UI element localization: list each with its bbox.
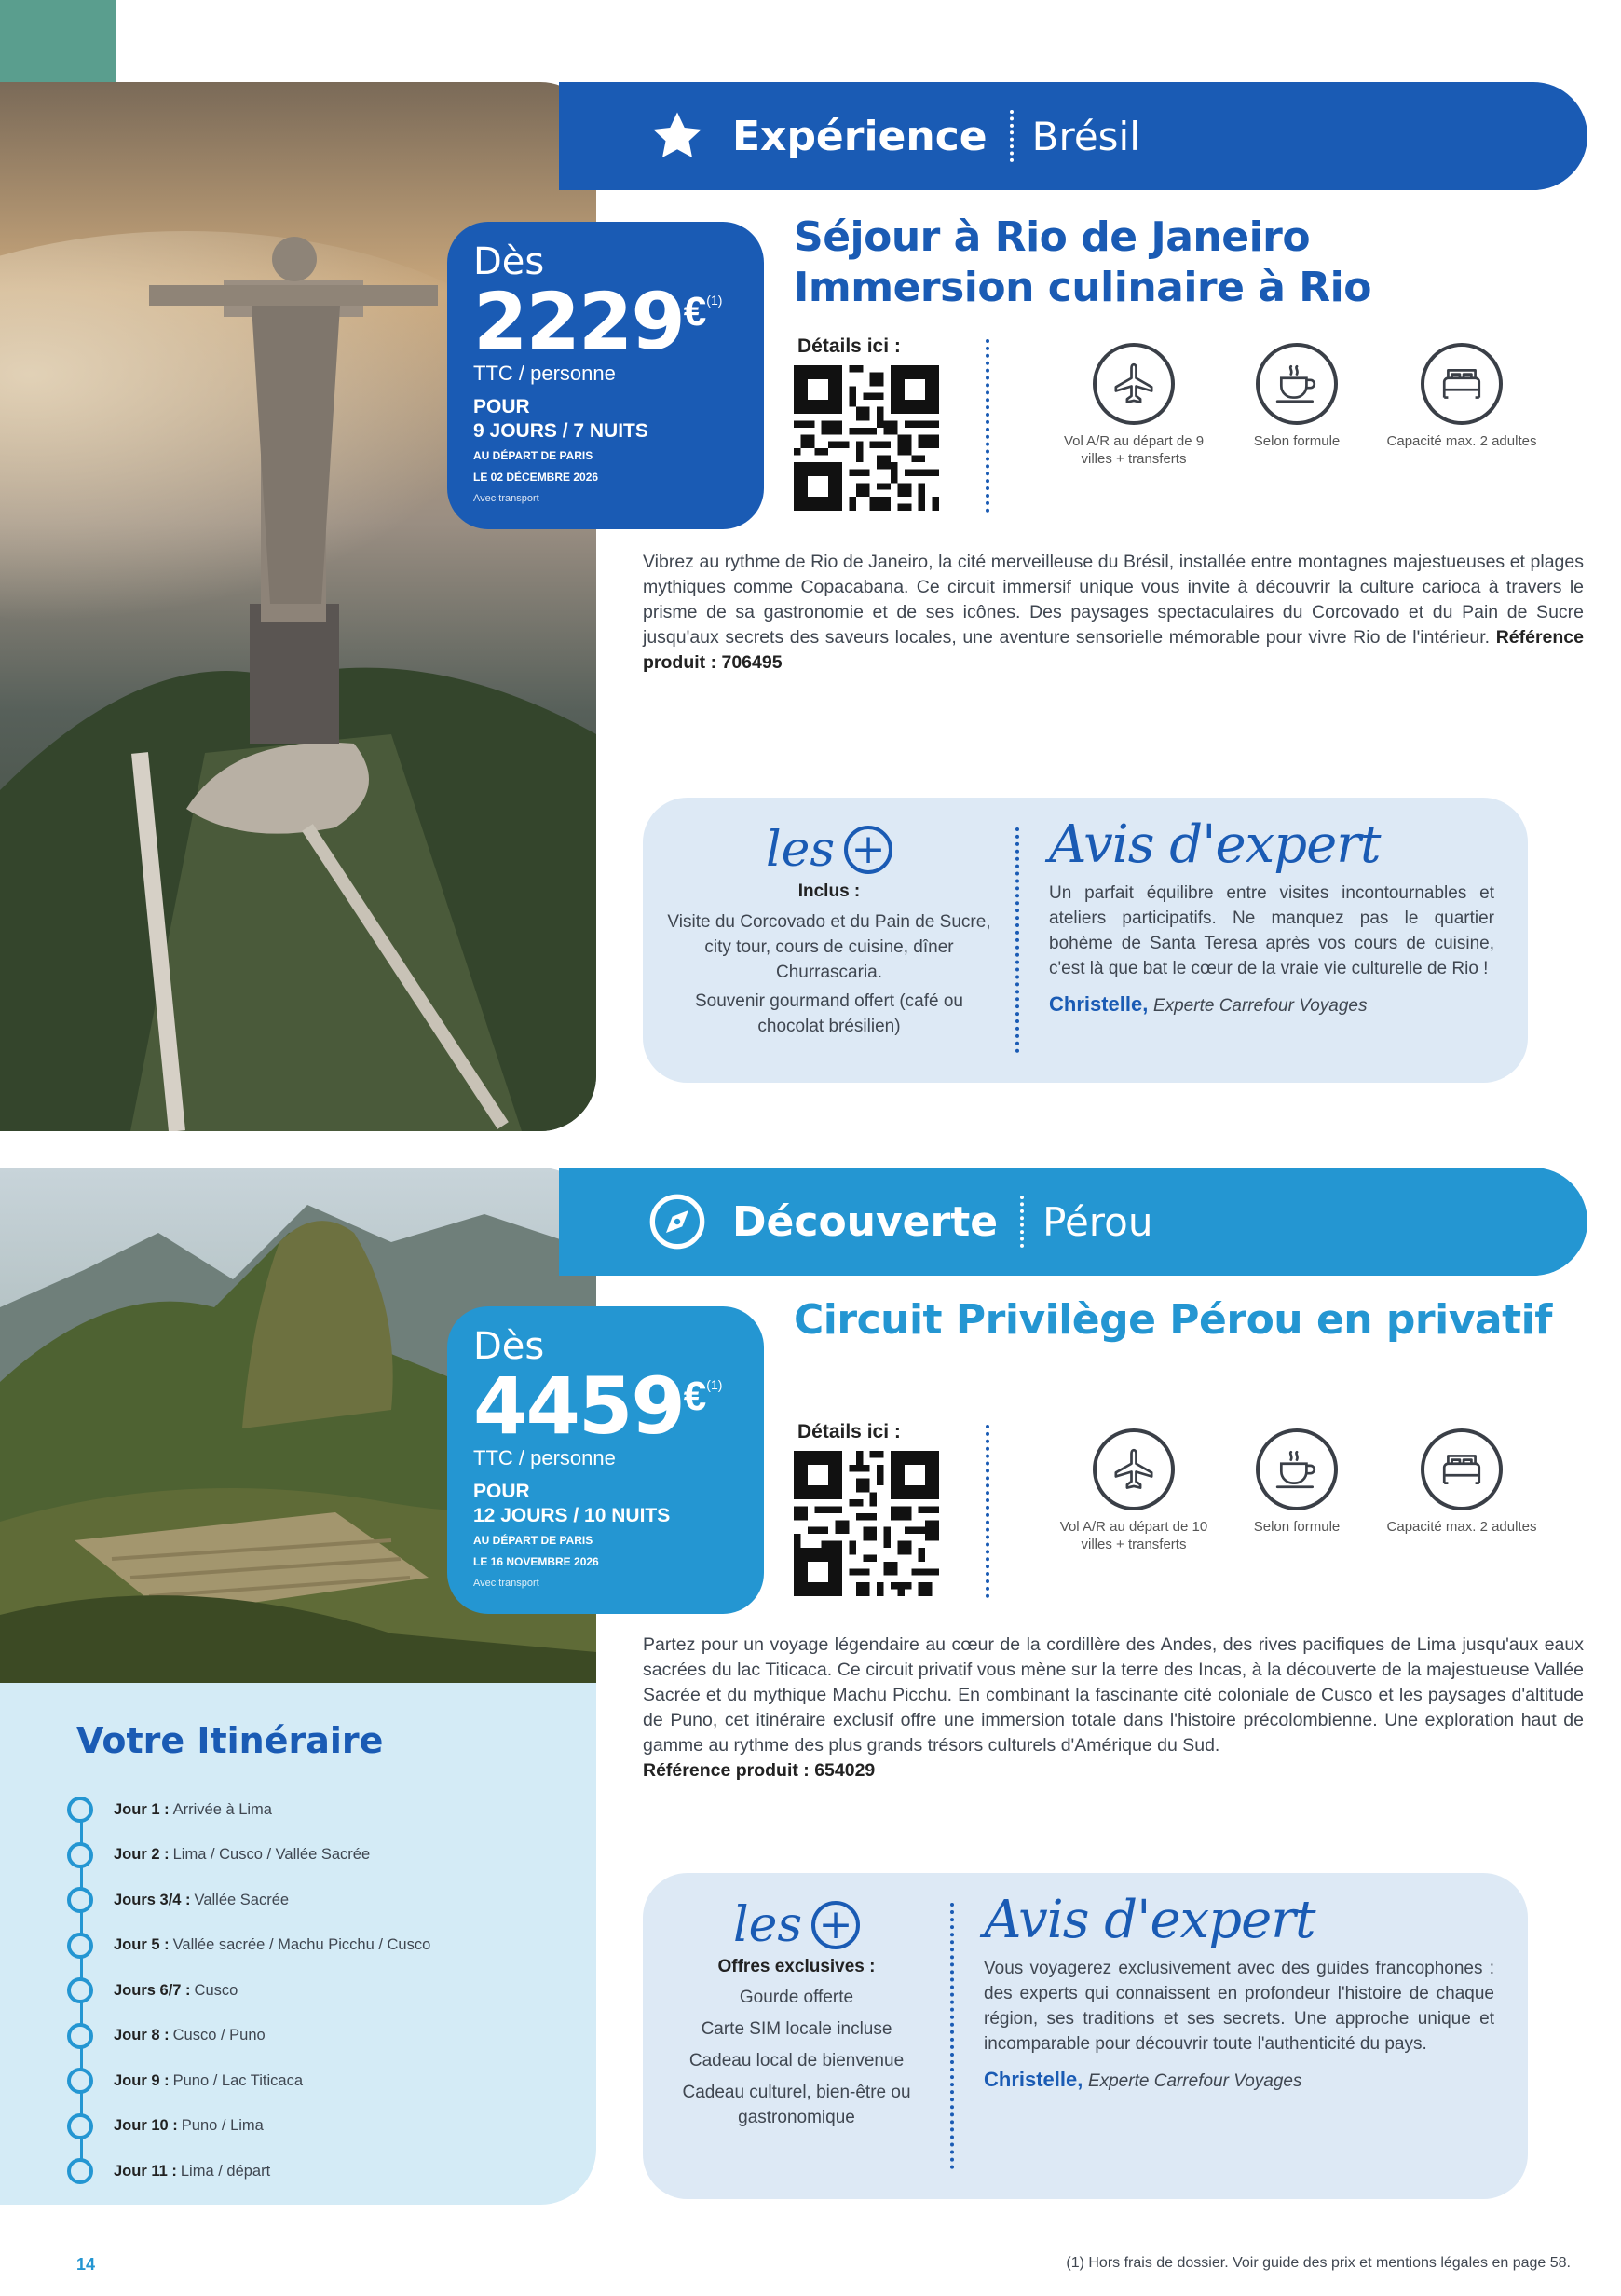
price-departure: AU DÉPART DE PARIS bbox=[473, 449, 593, 462]
details-label: Détails ici : bbox=[797, 1421, 901, 1442]
feature-text: Capacité max. 2 adultes bbox=[1386, 433, 1537, 449]
itinerary-text: Puno / Lima bbox=[181, 2117, 264, 2135]
timeline-dot bbox=[67, 2113, 93, 2139]
itinerary-day: Jour 2 : bbox=[114, 1846, 170, 1864]
product-reference: Référence produit : 654029 bbox=[643, 1760, 876, 1781]
offer1-header-band bbox=[559, 82, 1587, 190]
itinerary-text: Cusco bbox=[194, 1981, 238, 1999]
included-item: Gourde offerte bbox=[739, 1988, 854, 2007]
itinerary-text: Lima / départ bbox=[180, 2162, 271, 2180]
feature-text: Selon formule bbox=[1253, 433, 1341, 449]
price-date: LE 16 NOVEMBRE 2026 bbox=[473, 1555, 599, 1568]
expert-role: Experte Carrefour Voyages bbox=[1152, 996, 1368, 1016]
bed-icon bbox=[1421, 343, 1503, 425]
header-separator bbox=[1020, 1196, 1024, 1248]
price-transport: Avec transport bbox=[473, 493, 539, 504]
timeline-dot bbox=[67, 2158, 93, 2184]
qr-code[interactable] bbox=[794, 1451, 939, 1596]
itinerary-item bbox=[67, 2104, 430, 2150]
offer2-price-box bbox=[447, 1306, 764, 1614]
price-value: 2229 bbox=[473, 276, 684, 367]
footnote: (1) Hors frais de dossier. Voir guide des prix et mentions légales en page 58. bbox=[1066, 2255, 1571, 2271]
plus-circle-icon: + bbox=[844, 826, 892, 874]
expert-heading: Avis d'expert bbox=[984, 1890, 1315, 1950]
box-divider bbox=[950, 1903, 954, 2169]
feature-text: Vol A/R au départ de 10 villes + transferts bbox=[1059, 1519, 1208, 1552]
price-currency: € bbox=[683, 289, 707, 335]
offer2-highlights-box bbox=[643, 1873, 1528, 2199]
plane-icon bbox=[1093, 1428, 1175, 1510]
timeline-dot bbox=[67, 1977, 93, 2003]
expert-signature bbox=[984, 2068, 1494, 2092]
les-plus-text: les bbox=[765, 822, 836, 878]
itinerary-text: Lima / Cusco / Vallée Sacrée bbox=[172, 1846, 371, 1864]
price-per: TTC / personne bbox=[473, 362, 616, 385]
timeline-dot bbox=[67, 1842, 93, 1868]
itinerary-text: Vallée Sacrée bbox=[194, 1891, 290, 1908]
itinerary-panel bbox=[0, 1683, 596, 2205]
plus-circle-icon: + bbox=[811, 1901, 860, 1949]
bed-icon bbox=[1421, 1428, 1503, 1510]
price-departure: AU DÉPART DE PARIS bbox=[473, 1534, 593, 1547]
les-plus-column bbox=[643, 822, 1015, 1039]
offer1-title-line1: Séjour à Rio de Janeiro bbox=[794, 213, 1311, 261]
expert-heading: Avis d'expert bbox=[1049, 814, 1381, 875]
offer1-destination: Brésil bbox=[1031, 113, 1140, 159]
offer1-title bbox=[794, 212, 1371, 313]
itinerary-day: Jour 5 : bbox=[114, 1936, 170, 1954]
offer1-highlights-box bbox=[643, 798, 1528, 1083]
itinerary-item bbox=[67, 2149, 430, 2194]
price-value: 4459 bbox=[473, 1360, 684, 1452]
timeline-dot bbox=[67, 1887, 93, 1913]
expert-text: Vous voyagerez exclusivement avec des guides francophones : des experts qui connaissent en profondeur l'histoire de chaque région, ses traditions et ses secrets. Une approche unique et incomparable pour découvrir toute l'authenticité du pays. bbox=[984, 1959, 1494, 2054]
feature-meal bbox=[1218, 343, 1376, 450]
header-separator bbox=[1010, 110, 1014, 162]
meal-icon bbox=[1256, 1428, 1338, 1510]
expert-name: Christelle, bbox=[1049, 992, 1149, 1016]
price-footnote-ref: (1) bbox=[706, 1377, 723, 1392]
feature-text: Capacité max. 2 adultes bbox=[1386, 1519, 1537, 1535]
included-item: Carte SIM locale incluse bbox=[701, 2019, 892, 2039]
timeline-dot bbox=[67, 2023, 93, 2049]
price-duration: 9 JOURS / 7 NUITS bbox=[473, 420, 648, 442]
itinerary-text: Puno / Lac Titicaca bbox=[172, 2071, 304, 2089]
price-footnote-ref: (1) bbox=[706, 293, 723, 308]
price-date: LE 02 DÉCEMBRE 2026 bbox=[473, 471, 599, 484]
included-item: Visite du Corcovado et du Pain de Sucre, city tour, cours de cuisine, dîner Churrascaria. bbox=[667, 912, 991, 982]
description-text: Vibrez au rythme de Rio de Janeiro, la cité merveilleuse du Brésil, installée entre montagnes majestueuses et plages mythiques comme Copacabana. Ce circuit immersif unique vous invite à découvrir la culture carioca à travers le prisme de sa gastronomie et de ses icônes. Des paysages spectaculaires du Corcovado et du Pain de Sucre jusqu'aux secrets des saveurs locales, une aventure sensorielle mémorable pour vivre Rio de l'intérieur. bbox=[643, 552, 1584, 648]
included-label: Inclus : bbox=[797, 882, 861, 901]
price-pour: POUR bbox=[473, 1481, 530, 1502]
itinerary-item bbox=[67, 2058, 430, 2104]
price-amount bbox=[473, 276, 738, 367]
itinerary-day: Jour 10 : bbox=[114, 2117, 178, 2135]
expert-signature bbox=[1049, 992, 1494, 1017]
price-prefix: Dès bbox=[473, 240, 545, 283]
feature-text: Vol A/R au départ de 9 villes + transferts bbox=[1063, 433, 1205, 467]
offer1-kind: Expérience bbox=[732, 112, 988, 160]
feature-flight bbox=[1055, 343, 1213, 468]
included-label: Offres exclusives : bbox=[717, 1957, 876, 1976]
offer2-description bbox=[643, 1633, 1584, 1784]
price-transport: Avec transport bbox=[473, 1578, 539, 1589]
price-amount bbox=[473, 1360, 738, 1452]
details-divider bbox=[986, 339, 989, 512]
price-currency: € bbox=[683, 1374, 707, 1419]
timeline-dot bbox=[67, 1797, 93, 1823]
feature-capacity bbox=[1383, 1428, 1541, 1536]
offer2-header-band bbox=[559, 1168, 1587, 1276]
itinerary-text: Arrivée à Lima bbox=[172, 1800, 272, 1818]
itinerary-item bbox=[67, 1968, 430, 2014]
star-icon bbox=[645, 103, 710, 169]
included-item: Cadeau local de bienvenue bbox=[688, 2051, 905, 2070]
timeline-dot bbox=[67, 2068, 93, 2094]
feature-capacity bbox=[1383, 343, 1541, 450]
price-prefix: Dès bbox=[473, 1325, 545, 1368]
offer2-title: Circuit Privilège Pérou en privatif bbox=[794, 1296, 1552, 1344]
offer1-description bbox=[643, 550, 1584, 676]
feature-flight bbox=[1055, 1428, 1213, 1553]
itinerary-day: Jour 11 : bbox=[114, 2162, 177, 2180]
offer2-kind: Découverte bbox=[732, 1197, 999, 1246]
itinerary-title: Votre Itinéraire bbox=[76, 1720, 384, 1761]
itinerary-text: Vallée sacrée / Machu Picchu / Cusco bbox=[172, 1936, 431, 1954]
page-number: 14 bbox=[76, 2255, 96, 2274]
expert-role: Experte Carrefour Voyages bbox=[1087, 2071, 1302, 2091]
offer2-destination: Pérou bbox=[1042, 1198, 1153, 1245]
itinerary-day: Jours 3/4 : bbox=[114, 1891, 191, 1908]
itinerary-day: Jours 6/7 : bbox=[114, 1981, 191, 1999]
included-item: Cadeau culturel, bien-être ou gastronomique bbox=[682, 2083, 911, 2127]
price-pour: POUR bbox=[473, 396, 530, 417]
offer2-details bbox=[794, 1421, 1576, 1598]
details-label: Détails ici : bbox=[797, 335, 901, 357]
itinerary-day: Jour 9 : bbox=[114, 2071, 170, 2089]
itinerary-list bbox=[67, 1787, 430, 2194]
product-reference: Référence produit : 706495 bbox=[643, 627, 1584, 673]
expert-column bbox=[984, 1890, 1494, 2092]
les-plus-heading bbox=[733, 1897, 860, 1953]
itinerary-item bbox=[67, 1787, 430, 1833]
itinerary-item bbox=[67, 1923, 430, 1969]
meal-icon bbox=[1256, 343, 1338, 425]
price-duration: 12 JOURS / 10 NUITS bbox=[473, 1505, 671, 1526]
feature-meal bbox=[1218, 1428, 1376, 1536]
offer1-details bbox=[794, 335, 1576, 512]
itinerary-day: Jour 1 : bbox=[114, 1800, 170, 1818]
les-plus-column bbox=[643, 1897, 950, 2130]
expert-name: Christelle, bbox=[984, 2068, 1083, 2091]
itinerary-text: Cusco / Puno bbox=[172, 2027, 266, 2044]
box-divider bbox=[1015, 827, 1019, 1053]
price-per: TTC / personne bbox=[473, 1446, 616, 1469]
itinerary-item bbox=[67, 2014, 430, 2059]
timeline-dot bbox=[67, 1933, 93, 1959]
expert-text: Un parfait équilibre entre visites incontournables et ateliers participatifs. Ne manquez pas le quartier bohème de Santa Teresa après vos cours de cuisine, c'est là que bat le cœur de la vraie vie culturelle de Rio ! bbox=[1049, 883, 1494, 978]
details-divider bbox=[986, 1425, 989, 1598]
offer1-price-box bbox=[447, 222, 764, 529]
les-plus-text: les bbox=[732, 1897, 803, 1953]
description-text: Partez pour un voyage légendaire au cœur de la cordillère des Andes, des rives pacifiques de Lima jusqu'aux eaux sacrées du lac Titicaca. Ce circuit privatif vous mène sur la terre des Incas, à la découverte de la majestueuse Vallée Sacrée et du mythique Machu Picchu. En combinant la fascinante cité coloniale de Cusco et les paysages d'altitude de Puno, cet itinéraire exclusif offre une immersion totale dans l'histoire précolombienne. Une exploration haut de gamme au rythme des plus grands trésors culturels d'Amérique du Sud. bbox=[643, 1634, 1584, 1756]
plane-icon bbox=[1093, 343, 1175, 425]
feature-text: Selon formule bbox=[1253, 1519, 1341, 1535]
itinerary-item bbox=[67, 1833, 430, 1879]
itinerary-item bbox=[67, 1878, 430, 1923]
les-plus-heading bbox=[766, 822, 892, 878]
compass-icon bbox=[645, 1189, 710, 1254]
expert-column bbox=[1049, 814, 1494, 1017]
itinerary-day: Jour 8 : bbox=[114, 2027, 170, 2044]
qr-code[interactable] bbox=[794, 365, 939, 511]
included-item: Souvenir gourmand offert (café ou chocolat brésilien) bbox=[695, 991, 963, 1036]
offer1-title-line2: Immersion culinaire à Rio bbox=[794, 264, 1371, 311]
